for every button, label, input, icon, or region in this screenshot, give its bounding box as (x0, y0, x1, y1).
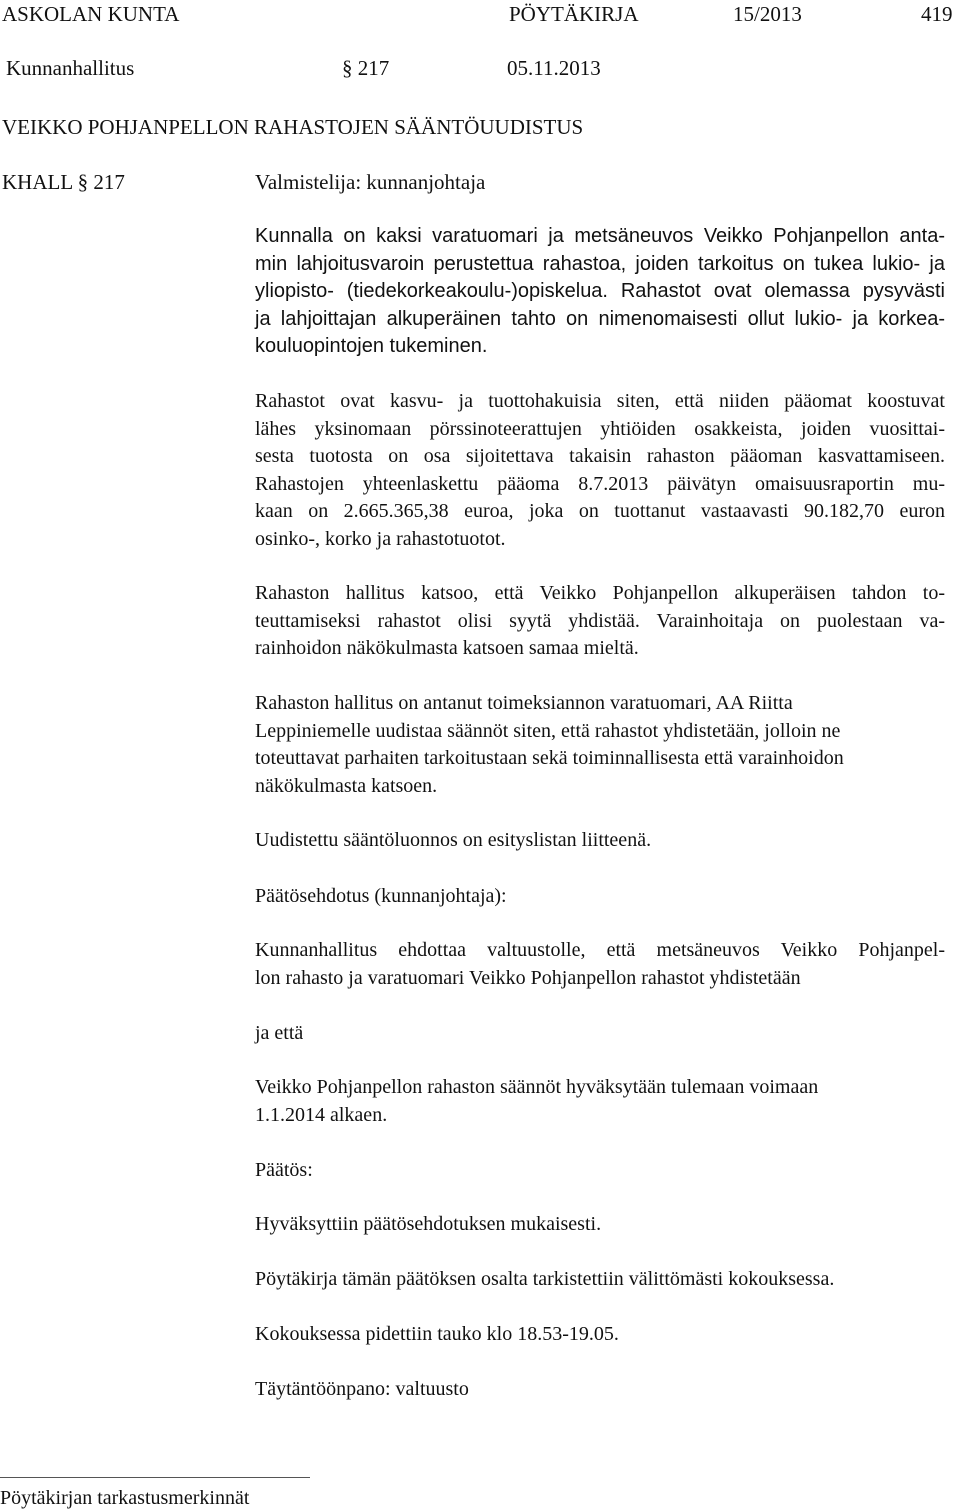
paragraph-line: ja lahjoittajan alkuperäinen tahto on nimenomaisesti ollut lukio- ja korkea- (255, 307, 945, 330)
paragraph-line: Leppiniemelle uudistaa säännöt siten, että rahastot yhdistetään, jolloin ne (255, 719, 841, 742)
proposal-rules (255, 1074, 945, 1129)
paragraph-line: toteuttavat parhaiten tarkoitustaan sekä toiminnallisesta että varainhoidon (255, 747, 844, 769)
paragraph-line: min lahjoitusvaroin perustettua rahastoa, joiden tarkoitus on tukea lukio- ja (255, 252, 945, 275)
proposal-line: Kunnanhallitus ehdottaa valtuustolle, että metsäneuvos Veikko Pohjanpel- (255, 939, 945, 961)
paragraph-5 (255, 827, 945, 855)
paragraph-line: kaan on 2.665.365,38 euroa, joka on tuottanut vastaavasti 90.182,70 euron (255, 500, 945, 522)
meeting-date: 05.11.2013 (507, 56, 601, 80)
document-number: 15/2013 (733, 2, 802, 26)
paragraph-line: Rahastojen yhteenlaskettu pääoma 8.7.2013 päivätyn omaisuusraportin mu- (255, 472, 945, 495)
footer-divider (0, 1477, 310, 1478)
proposal-heading: Päätösehdotus (kunnanjohtaja): (255, 885, 507, 907)
decision-heading: Päätös: (255, 1159, 313, 1181)
paragraph-line: Uudistettu sääntöluonnos on esityslistan liitteenä. (255, 829, 652, 851)
proposal-conjunction: ja että (255, 1022, 304, 1044)
paragraph-line: Rahaston hallitus on antanut toimeksiannon varatuomari, AA Riitta (255, 692, 793, 714)
paragraph-line: osinko-, korko ja rahastotuotot. (255, 527, 506, 550)
paragraph-line: rainhoidon näkökulmasta katsoen samaa mieltä. (255, 637, 639, 659)
decision-line: Hyväksyttiin päätösehdotuksen mukaisesti. (255, 1213, 602, 1235)
item-reference: KHALL § 217 (2, 170, 125, 194)
paragraph-line: yliopisto- (tiedekorkeakoulu-)opiskelua. Rahastot ovat olemassa pysyvästi (255, 280, 945, 302)
paragraph-line: näkökulmasta katsoen. (255, 774, 438, 797)
board-name: Kunnanhallitus (6, 56, 135, 80)
proposal-line: lon rahasto ja varatuomari Veikko Pohjanpellon rahastot yhdistetään (255, 966, 801, 989)
proposal-text (255, 937, 945, 992)
page-title: VEIKKO POHJANPELLON RAHASTOJEN SÄÄNTÖUUDISTUS (2, 115, 584, 139)
paragraph-line: lähes yksinomaan pörssinoteerattujen yhtiöiden osakkeista, joiden vuosittai- (255, 417, 945, 440)
paragraph-line: Rahastot ovat kasvu- ja tuottohakuisia siten, että niiden pääomat koostuvat (255, 390, 945, 412)
proposal-line: 1.1.2014 alkaen. (255, 1103, 388, 1126)
paragraph-line: teuttamiseksi rahastot olisi syytä yhdistää. Varainhoitaja on puolestaan va- (255, 609, 945, 632)
paragraph-line: kouluopintojen tukeminen. (255, 335, 488, 357)
paragraph-1 (255, 223, 945, 361)
paragraph-line: Kunnalla on kaksi varatuomari ja metsäneuvos Veikko Pohjanpellon anta- (255, 225, 945, 247)
footer-label: Pöytäkirjan tarkastusmerkinnät (0, 1487, 250, 1509)
paragraph-2 (255, 388, 945, 553)
section-number: § 217 (342, 56, 390, 80)
paragraph-line: Rahaston hallitus katsoo, että Veikko Pohjanpellon alkuperäisen tahdon to- (255, 582, 945, 604)
preparer: Valmistelija: kunnanjohtaja (255, 170, 486, 194)
organization-name: ASKOLAN KUNTA (2, 2, 180, 26)
paragraph-3 (255, 580, 945, 663)
decision-line: Kokouksessa pidettiin tauko klo 18.53-19.05. (255, 1323, 619, 1345)
paragraph-line: sesta tuotosta on osa sijoitettava takaisin rahaston pääoman kasvattamiseen. (255, 445, 945, 467)
decision-line: Pöytäkirja tämän päätöksen osalta tarkistettiin välittömästi kokouksessa. (255, 1268, 835, 1290)
paragraph-4 (255, 690, 945, 800)
proposal-line: Veikko Pohjanpellon rahaston säännöt hyväksytään tulemaan voimaan (255, 1076, 819, 1098)
document-type: PÖYTÄKIRJA (509, 2, 639, 26)
decision-line: Täytäntöönpano: valtuusto (255, 1378, 469, 1400)
page-number: 419 (921, 2, 953, 26)
